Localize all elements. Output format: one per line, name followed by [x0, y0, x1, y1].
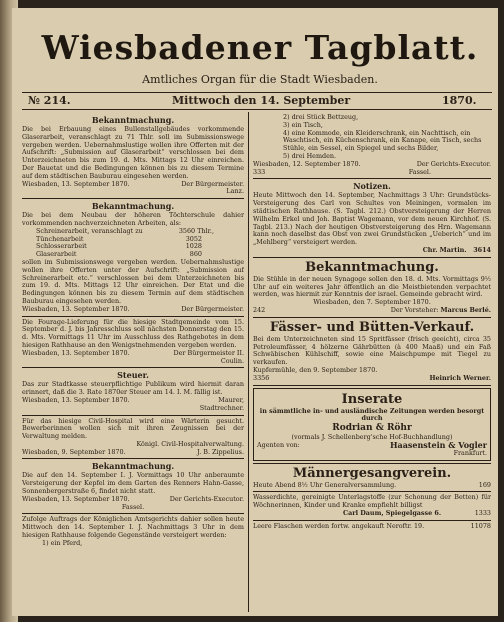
- bedding-signature: Carl Daum, Spiegelgasse 6. 1333: [343, 508, 491, 517]
- divider: [253, 491, 491, 492]
- list-item: 4) eine Kommode, ein Kleiderschrank, ein Nachttisch, ein Waschtisch, ein Küchenschrank, ein Kanape, ein Tisch, sechs Stühle, ein Sessel, ein Spiegel und sechs Bilder,: [283, 128, 482, 153]
- inserate-firm: Rodrian & Röhr: [332, 423, 412, 434]
- notice-3-text: Die Fourage-Lieferung für die hiesige Stadtgemeinde vom 15. September d. J. bis Jahresschluss soll nächsten Donnerstag den 15. d. Mts. Vormittags 11 Uhr im Ausschluss des Rathgebotes in dem hiesigen Rathhause an den Wenigstnehmenden vergeben werden.: [22, 317, 244, 349]
- notice-2-heading: Bekanntmachung.: [91, 201, 175, 212]
- list-item: Tünchenarbeit 3052: [36, 234, 202, 243]
- dateline: [22, 92, 492, 110]
- issue-year: 1870.: [442, 94, 477, 107]
- auction-signature: Wiesbaden, 12. September 1870. Der Gerichts-Executor.: [253, 159, 491, 168]
- notice-2-text: Die bei dem Neubau der höheren Töchterschule dahier vorkommenden nachverzeichneten Arbeiten, als:: [22, 211, 244, 227]
- notizen-signature: Chr. Martin. 3614: [422, 245, 491, 254]
- synagogue-heading: Bekanntmachung.: [305, 259, 439, 275]
- auction-name-row: 333 Fassel.: [253, 167, 431, 176]
- notice-3-name: Coulin.: [220, 356, 244, 365]
- notice-7-text: Zufolge Auftrags der Königlichen Amtsgerichts dahier sollen heute Mittwoch den 14. September I. J. Nachmittags 3 Uhr in dem hiesigen Rathhause folgende Gegenstände versteigert werden:: [22, 515, 244, 540]
- notice-4-signature: Wiesbaden, 13. September 1870. Maurer,: [22, 395, 244, 404]
- divider: [253, 317, 491, 318]
- notice-2-signature: Wiesbaden, 13. September 1870. Der Bürgermeister.: [22, 304, 244, 313]
- choir-notice: Heute Abend 8½ Uhr Generalversammlung. 169: [253, 480, 491, 489]
- synagogue-text: Die Stühle in der neuen Synagoge sollen den 18. d. Mts. Vormittags 9½ Uhr auf ein weiteres Jahr öffentlich an die Meistbietenden verpachtet werden, was hiermit zur Kenntnis der israel. Gemeinde gebracht wird.: [253, 274, 491, 299]
- divider: [253, 385, 491, 386]
- barrel-sale-date: Kupfermühle, den 9. September 1870.: [253, 365, 378, 374]
- synagogue-signature: 242 Der Vorsteher: Marcus Berlé.: [253, 305, 491, 314]
- list-item: 5) drei Hemden.: [283, 151, 337, 160]
- notice-6-text: Die auf den 14. September I. J. Vormittags 10 Uhr anberaumte Versteigerung der Kepfel im dem Garten des Renners Hahn-Gasse, Sonnenbergerstraße 6, findet nicht statt.: [22, 471, 244, 496]
- divider: [253, 520, 491, 521]
- left-column: [22, 114, 244, 614]
- notice-6-heading: Bekanntmachung.: [91, 461, 175, 472]
- notice-5-org: Königl. Civil-Hospitalverwaltung.: [136, 439, 244, 448]
- notice-2-text-2: sollen im Submissionswege vergeben werden. Uebernahmslustige wollen ihre Offerten unter der Aufschrift: „Submission auf Schreinerarbeit etc.“ verschlossen bei dem Unterzeichneten bis zum 19. d. Mts. Mittags 12 Uhr einreichen. Der Etat und die Bedingungen können bis zu diesem Termin auf dem städtischen Bauburau eingesehen werden.: [22, 257, 244, 305]
- masthead-title: Wiesbadener Tagblatt.: [41, 28, 479, 67]
- list-item: Glaserarbeit 860: [36, 250, 202, 259]
- divider: [22, 367, 244, 368]
- divider: [253, 257, 491, 258]
- divider: [253, 178, 491, 179]
- column-divider: [248, 112, 249, 612]
- notice-4-text: Das zur Stadtkasse steuerpflichtige Publikum wird hiermit daran erinnert, daß die 3. Rate 1870er Steuer am 14. I. M. fällig ist.: [22, 380, 244, 397]
- newspaper-page: [12, 8, 498, 616]
- notice-2-items: [22, 228, 244, 259]
- divider: [22, 198, 244, 199]
- notice-1-signature: Wiesbaden, 13. September 1870. Der Bürgermeister.: [22, 179, 244, 188]
- synagogue-date: Wiesbaden, den 7. September 1870.: [313, 298, 431, 307]
- notice-1-heading: Bekanntmachung.: [91, 115, 175, 125]
- notice-6-name: Fassel.: [121, 502, 145, 511]
- list-item: Schlosserarbeit 1028: [36, 242, 202, 251]
- barrel-sale-signature: 3356 Heinrich Werner.: [253, 373, 491, 382]
- bedding-text: Wasserdichte, gereinigte Unterlagstoffe (zur Schonung der Betten) für Wöchnerinnen, Kinder und Kranke empfiehlt billigst: [253, 493, 491, 510]
- notizen-text: Heute Mittwoch den 14. September, Nachmittags 3 Uhr: Grundstücks-Versteigerung des Carl von Schultes von Meiningen, vormalen im städtischen Rathhause. (S. Tagbl. 212.) Obstversteigerung der Herren Wilhelm Erkel und Joh. Baptist Wagemann, vor dem neuen Kirchhof. (S. Tagbl. 213.) Nach der heutigen Obstversteigerung des Hrn. Wagemann kann noch daselbst das Obst von zwei Grundstücken „Ueberich“ und im „Mehlberg“ versteigert werden.: [253, 191, 491, 247]
- list-item: 2) drei Stück Bettzeug,: [283, 114, 359, 121]
- issue-number: № 214.: [28, 94, 71, 107]
- divider: [22, 513, 244, 514]
- auction-list: [253, 114, 491, 161]
- notice-4-heading: Steuer.: [117, 370, 149, 381]
- list-item: 3) ein Tisch,: [283, 120, 323, 129]
- divider: [22, 316, 244, 317]
- issue-date: Mittwoch den 14. September: [172, 94, 351, 107]
- notice-1-text: Die bei Erbauung eines Bullenstallgebäudes vorkommende Glaserarbeit, veranschlagt zu 71 Thlr. soll im Submissionswege vergeben werden. Uebernahmslustige wollen ihre Offerten mit der Aufschrift: „Submission auf Glaserarbeit“ verschlossen bei dem Unterzeichneten bis zum 19. d. Mts. Mittags 12 Uhr einreichen. Der Bauetat und die Bedingungen können bis zu diesem Termine auf dem städtischen Bauburau eingesehen werden.: [22, 125, 244, 180]
- list-item: Schreinerarbeit, veranschlagt zu 3560 Thlr.,: [36, 226, 214, 235]
- notice-6-signature: Wiesbaden, 13. September 1870. Der Gerichts-Executor.: [22, 494, 244, 503]
- inserate-agent-city: Frankfurt.: [453, 448, 487, 457]
- divider: [22, 415, 244, 416]
- notice-3-signature: Wiesbaden, 13. September 1870. Der Bürgermeister II.: [22, 348, 244, 357]
- inserate-box: [253, 388, 491, 461]
- barrel-sale-text: Bei dem Unterzeichneten sind 15 Spritfässer (frisch geeicht), circa 35 Petroleumfässer, 4 hölzerne Gährbütten (à 400 Maaß) und ein Faß Schwäbischen Kühlschiff, sowie eine Maischpumpe mit Tiegel zu verkaufen.: [253, 334, 491, 367]
- inserate-heading: Inserate: [341, 391, 403, 407]
- bottles-notice: Leere Flaschen werden fortw. angekauft Neroftr. 19. 11078: [253, 521, 491, 530]
- masthead-subtitle: Amtliches Organ für die Stadt Wiesbaden.: [142, 73, 378, 86]
- notice-1-name: Lanz.: [226, 187, 244, 196]
- divider: [253, 463, 491, 464]
- choir-heading: Männergesangverein.: [292, 465, 452, 481]
- notice-4-role: Stadtrechner.: [199, 403, 244, 412]
- notice-5-signature: Wiesbaden, 9. September 1870. J. B. Zippelius.: [22, 447, 244, 456]
- right-column: [253, 114, 491, 614]
- divider: [22, 458, 244, 459]
- inserate-firm-note: (vormals J. Schellenberg'sche Hof-Buchhandlung): [291, 433, 453, 442]
- barrel-sale-heading: Fässer- und Bütten-Verkauf.: [269, 319, 475, 335]
- inserate-agents: Agenten von: Haasenstein & Vogler: [257, 439, 487, 450]
- inserate-subtitle: in sämmtliche in- und ausländische Zeitungen werden besorgt durch: [259, 406, 485, 423]
- notice-7-item: 1) ein Pferd,: [42, 538, 83, 547]
- notice-5-text: Für das hiesige Civil-Hospital wird eine Wärterin gesucht. Bewerberinnen wollen sich mit ihren Zeugnissen bei der Verwaltung melden.: [22, 416, 244, 441]
- notizen-heading: Notizen.: [353, 181, 391, 192]
